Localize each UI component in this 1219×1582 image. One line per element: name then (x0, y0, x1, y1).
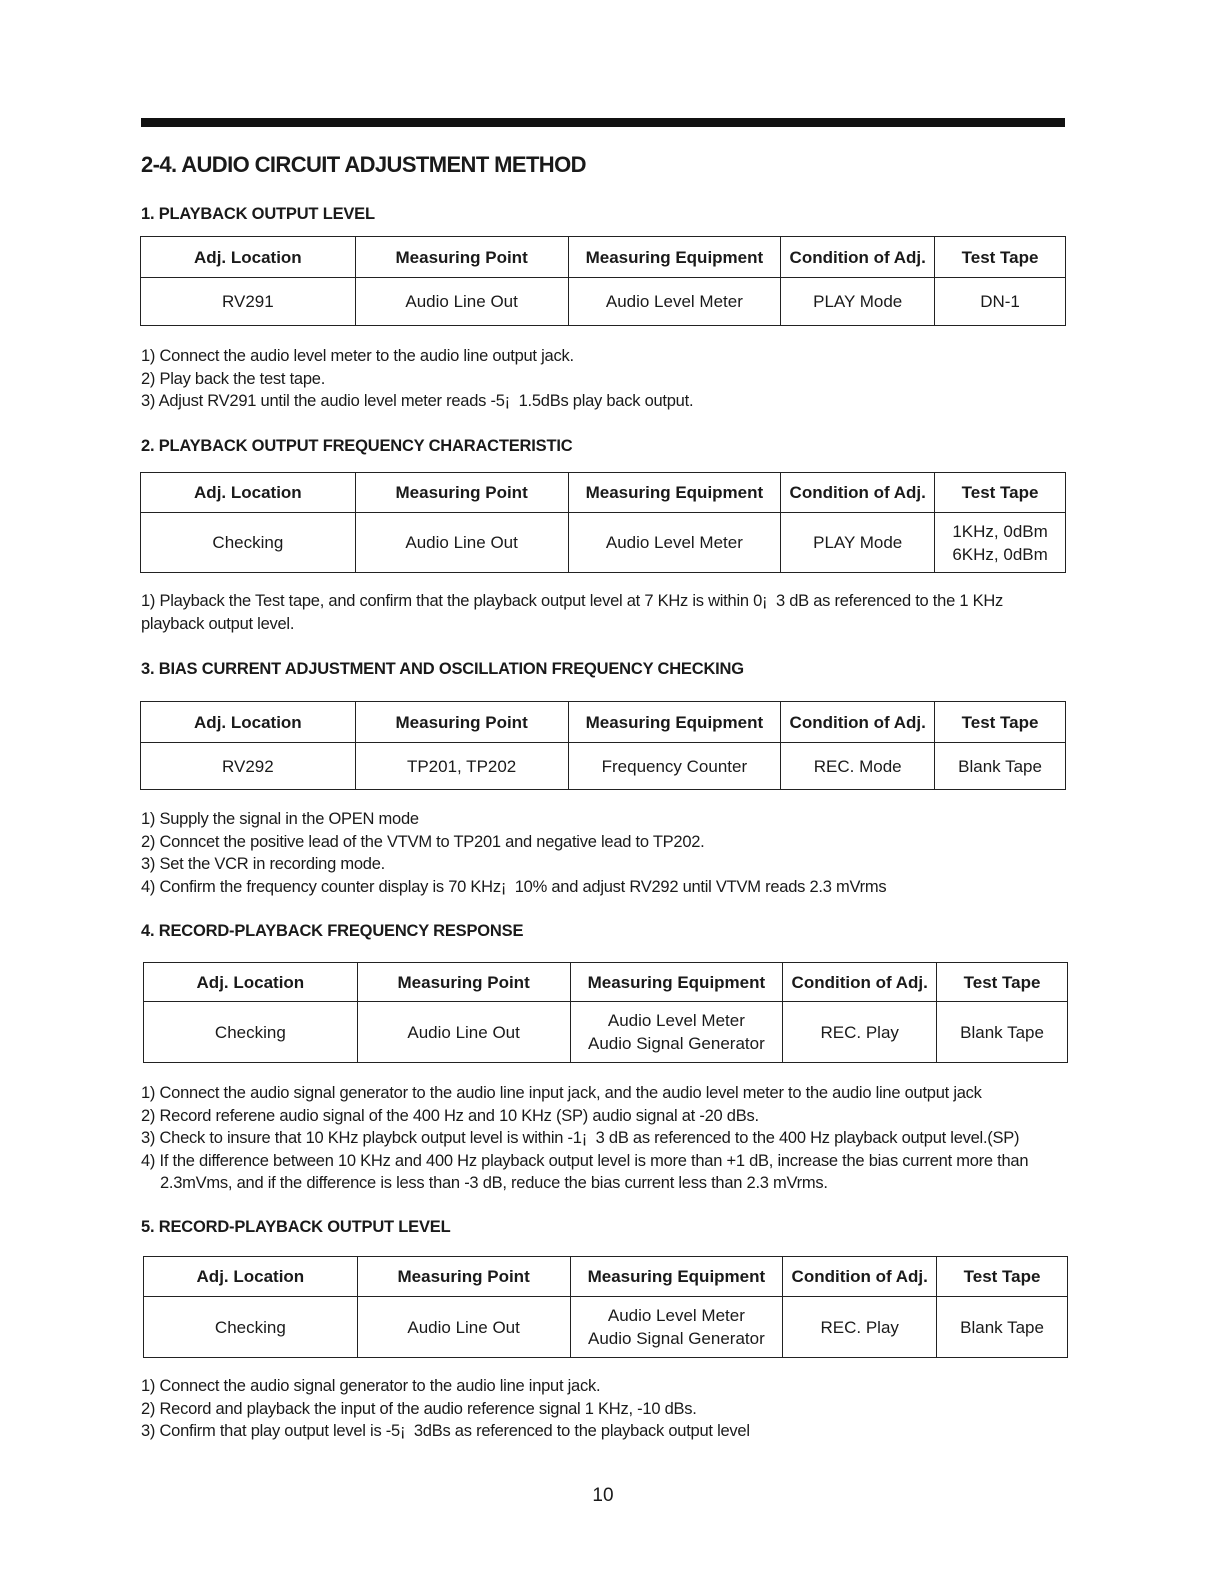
cell-test-tape: Blank Tape (935, 743, 1066, 790)
cell-measuring-equipment: Audio Level Meter (568, 513, 781, 573)
note-line: 4) Confirm the frequency counter display is 70 KHz¡ 10% and adjust RV292 until VTVM reads 2.3 mVrms (141, 877, 887, 896)
cell-measuring-equipment: Audio Level Meter (568, 278, 781, 326)
cell-measuring-equipment: Frequency Counter (568, 743, 781, 790)
header-measuring-point: Measuring Point (357, 1257, 570, 1297)
note-line: 1) Connect the audio signal generator to the audio line input jack. (141, 1377, 601, 1395)
header-measuring-point: Measuring Point (355, 237, 568, 278)
section-title-bias-current: 3. BIAS CURRENT ADJUSTMENT AND OSCILLATION FREQUENCY CHECKING (141, 660, 744, 678)
table-header-row (141, 237, 1066, 278)
section-notes-1 (141, 345, 693, 413)
note-line: 1) Connect the audio signal generator to the audio line input jack, and the audio level meter to the audio line output jack (141, 1084, 982, 1102)
header-test-tape: Test Tape (937, 963, 1068, 1002)
cell-condition: PLAY Mode (781, 513, 935, 573)
table-row (141, 743, 1066, 790)
header-test-tape: Test Tape (935, 702, 1066, 743)
header-condition: Condition of Adj. (783, 1257, 937, 1297)
cell-adj-location: RV292 (141, 743, 356, 790)
equipment-line-1: Audio Level Meter (607, 1306, 745, 1325)
section-title-frequency-response: 4. RECORD-PLAYBACK FREQUENCY RESPONSE (141, 922, 524, 940)
header-adj-location: Adj. Location (141, 473, 356, 513)
header-test-tape: Test Tape (935, 473, 1066, 513)
cell-measuring-equipment (570, 1002, 783, 1063)
header-measuring-equipment: Measuring Equipment (570, 1257, 783, 1297)
table-header-row (144, 1257, 1068, 1297)
table-header-row (144, 963, 1068, 1002)
cell-condition: PLAY Mode (781, 278, 935, 326)
table-row (141, 278, 1066, 326)
cell-measuring-equipment (570, 1297, 783, 1358)
note-line: 3) Confirm that play output level is -5¡ 3dBs as referenced to the playback output level (141, 1422, 750, 1440)
header-measuring-point: Measuring Point (357, 963, 570, 1002)
note-line: playback output level. (141, 614, 295, 633)
table-header-row (141, 473, 1066, 513)
table-row (144, 1002, 1068, 1063)
section-notes-5 (141, 1375, 750, 1443)
cell-condition: REC. Play (783, 1297, 937, 1358)
table-header-row (141, 702, 1066, 743)
section-title-output-level: 5. RECORD-PLAYBACK OUTPUT LEVEL (141, 1218, 451, 1236)
header-measuring-equipment: Measuring Equipment (568, 237, 781, 278)
note-line: 2) Play back the test tape. (141, 369, 326, 388)
header-condition: Condition of Adj. (781, 702, 935, 743)
cell-condition: REC. Play (783, 1002, 937, 1063)
section-notes-4 (141, 1082, 1061, 1195)
header-adj-location: Adj. Location (144, 1257, 358, 1297)
header-condition: Condition of Adj. (781, 237, 935, 278)
adjustment-table-2 (140, 472, 1066, 573)
note-line: 4) If the difference between 10 KHz and 400 Hz playback output level is more than +1 dB, increase the bias current more than 2.3mVms, and if the difference is less than -3 dB, reduce the bias current less than 2.3 mVrms. (141, 1151, 1029, 1192)
page-title: 2-4. AUDIO CIRCUIT ADJUSTMENT METHOD (141, 152, 586, 177)
cell-adj-location: RV291 (141, 278, 356, 326)
header-measuring-equipment: Measuring Equipment (568, 473, 781, 513)
note-line: 1) Supply the signal in the OPEN mode (141, 810, 419, 828)
section-notes-3 (141, 808, 886, 898)
note-line: 3) Check to insure that 10 KHz playbck output level is within -1¡ 3 dB as referenced to the 400 Hz playback output level.(SP) (141, 1129, 1020, 1147)
cell-adj-location: Checking (141, 513, 356, 573)
note-line: 2) Record referene audio signal of the 400 Hz and 10 KHz (SP) audio signal at -20 dBs. (141, 1106, 759, 1125)
cell-measuring-point: Audio Line Out (357, 1297, 570, 1358)
cell-measuring-point: Audio Line Out (355, 278, 568, 326)
section-notes-2 (141, 590, 1003, 635)
cell-measuring-point: Audio Line Out (357, 1002, 570, 1063)
cell-condition: REC. Mode (781, 743, 935, 790)
adjustment-table-5 (143, 1256, 1068, 1358)
header-adj-location: Adj. Location (141, 237, 356, 278)
header-measuring-equipment: Measuring Equipment (570, 963, 783, 1002)
test-tape-line-2: 6KHz, 0dBm (952, 544, 1048, 564)
header-condition: Condition of Adj. (783, 963, 937, 1002)
note-line: 2) Conncet the positive lead of the VTVM to TP201 and negative lead to TP202. (141, 832, 705, 851)
equipment-line-2: Audio Signal Generator (588, 1034, 765, 1053)
cell-test-tape: Blank Tape (937, 1297, 1068, 1358)
equipment-line-2: Audio Signal Generator (588, 1329, 765, 1348)
table-row (144, 1297, 1068, 1358)
table-row (141, 513, 1066, 573)
cell-test-tape: DN-1 (935, 278, 1066, 326)
adjustment-table-1 (140, 236, 1066, 326)
header-measuring-point: Measuring Point (355, 702, 568, 743)
header-measuring-equipment: Measuring Equipment (568, 702, 781, 743)
note-line: 1) Playback the Test tape, and confirm that the playback output level at 7 KHz is within 0¡ 3 dB as referenced to the 1 KHz (141, 592, 1004, 610)
header-adj-location: Adj. Location (144, 963, 358, 1002)
note-line: 3) Set the VCR in recording mode. (141, 855, 385, 873)
section-title-playback-output-level: 1. PLAYBACK OUTPUT LEVEL (141, 205, 375, 223)
note-line: 2) Record and playback the input of the audio reference signal 1 KHz, -10 dBs. (141, 1399, 697, 1418)
header-adj-location: Adj. Location (141, 702, 356, 743)
section-title-frequency-characteristic: 2. PLAYBACK OUTPUT FREQUENCY CHARACTERISTIC (141, 437, 573, 455)
equipment-line-1: Audio Level Meter (607, 1011, 745, 1030)
adjustment-table-3 (140, 701, 1066, 790)
header-measuring-point: Measuring Point (355, 473, 568, 513)
cell-measuring-point: Audio Line Out (355, 513, 568, 573)
note-line: 1) Connect the audio level meter to the audio line output jack. (141, 347, 574, 365)
header-condition: Condition of Adj. (781, 473, 935, 513)
cell-test-tape (935, 513, 1066, 573)
page-number: 10 (592, 1485, 614, 1506)
header-test-tape: Test Tape (935, 237, 1066, 278)
note-line: 3) Adjust RV291 until the audio level meter reads -5¡ 1.5dBs play back output. (141, 392, 694, 410)
header-rule (141, 118, 1065, 127)
cell-measuring-point: TP201, TP202 (355, 743, 568, 790)
header-test-tape: Test Tape (937, 1257, 1068, 1297)
cell-test-tape: Blank Tape (937, 1002, 1068, 1063)
test-tape-line-1: 1KHz, 0dBm (952, 521, 1048, 541)
adjustment-table-4 (143, 962, 1068, 1063)
cell-adj-location: Checking (144, 1002, 358, 1063)
cell-adj-location: Checking (144, 1297, 358, 1358)
